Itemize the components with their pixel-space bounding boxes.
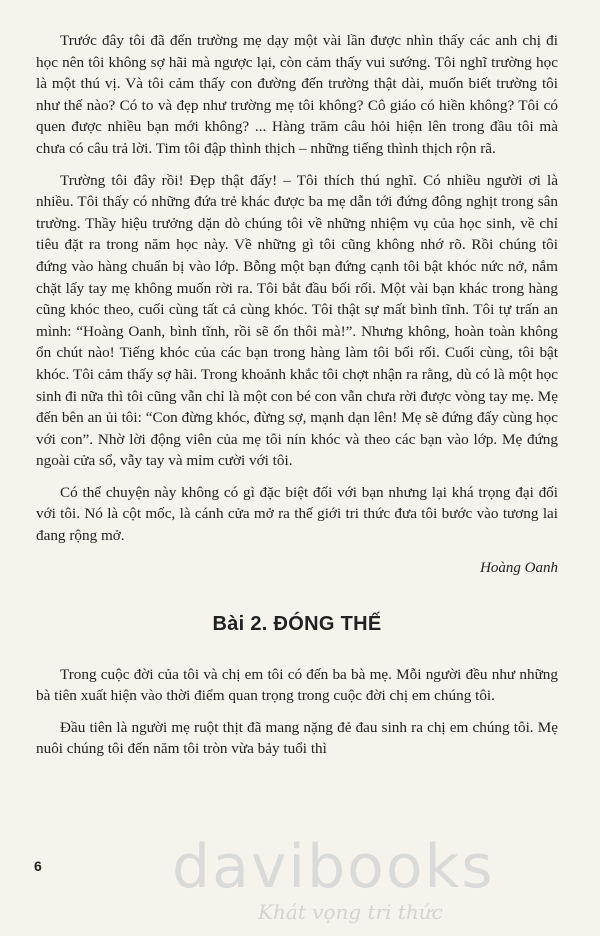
paragraph: Trường tôi đây rồi! Đẹp thật đấy! – Tôi thích thú nghĩ. Có nhiều người ơi là nhiều. Tôi thấy có những đứa trẻ khác được ba mẹ dẫn tới đứng đông nghịt trong sân trường. Thầy hiệu trưởng dặn dò chúng tôi về những nhiệm vụ của học sinh, về chỉ tiêu đặt ra trong năm học này. Về những gì tôi cũng không nhớ rõ. Rồi chúng tôi đứng vào hàng chuẩn bị vào lớp. Bỗng một bạn đứng cạnh tôi bật khóc nức nở, nắm chặt lấy tay mẹ không muốn rời ra. Tôi bắt đầu bối rối. Một vài bạn khác trong hàng cũng khóc theo, cuối cùng tất cả cùng khóc. Tôi thật sự mất bình tĩnh. Tôi tự trấn an mình: “Hoàng Oanh, bình tĩnh, rồi sẽ ổn thôi mà!”. Nhưng không, hoàn toàn không ổn chút nào! Tiếng khóc của các bạn trong hàng làm tôi bối rối. Cuối cùng, tôi bật khóc. Tôi cảm thấy sợ hãi. Trong khoảnh khắc tôi chợt nhận ra rằng, dù có là một học sinh đi nữa thì tôi cũng vẫn chỉ là một con bé con vẫn chưa rời được vòng tay mẹ. Mẹ đến bên an ủi tôi: “Con đừng khóc, đừng sợ, mạnh dạn lên! Mẹ sẽ đứng đấy cùng học với con”. Nhờ lời động viên của mẹ tôi nín khóc và theo các bạn vào lớp. Mẹ đứng ngoài cửa sổ, vẫy tay và mỉm cười với tôi. bbox=[36, 171, 558, 470]
paragraph: Trong cuộc đời của tôi và chị em tôi có đến ba bà mẹ. Mỗi người đều như những bà tiên xuất hiện vào thời điểm quan trọng trong cuộc đời chị em chúng tôi. bbox=[36, 665, 558, 705]
paragraph: Trước đây tôi đã đến trường mẹ dạy một vài lần được nhìn thấy các anh chị đi học nên tôi không sợ hãi mà ngược lại, còn cảm thấy vui sướng. Tôi nghĩ trường học là một thú vị. Và tôi cảm thấy con đường đến trường thật dài, muốn biết trường tôi như thế nào? Có to và đẹp như trường mẹ tôi không? Cô giáo có hiền không? Tôi có quen được nhiều bạn mới không? ... Hàng trăm câu hỏi hiện lên trong đầu tôi mà chưa có câu trả lời. Tim tôi đập thình thịch – những tiếng thình thịch rộn rã. bbox=[36, 32, 558, 157]
lesson-heading: Bài 2. ĐÓNG THẾ bbox=[212, 612, 382, 635]
author-signature: Hoàng Oanh bbox=[480, 559, 558, 576]
paragraph: Có thể chuyện này không có gì đặc biệt đối với bạn nhưng lại khá trọng đại đối với tôi. Nó là cột mốc, là cánh cửa mở ra thế giới tri thức đưa tôi bước vào tương lai đang rộng mở. bbox=[36, 483, 558, 545]
page-content bbox=[36, 30, 558, 770]
page-number: 6 bbox=[34, 858, 42, 874]
watermark-brand: davibooks bbox=[172, 832, 495, 902]
watermark-slogan: Khát vọng tri thức bbox=[258, 900, 443, 924]
paragraph: Đầu tiên là người mẹ ruột thịt đã mang nặng đẻ đau sinh ra chị em chúng tôi. Mẹ nuôi chúng tôi đến năm tôi tròn vừa bảy tuổi thì bbox=[36, 718, 558, 758]
